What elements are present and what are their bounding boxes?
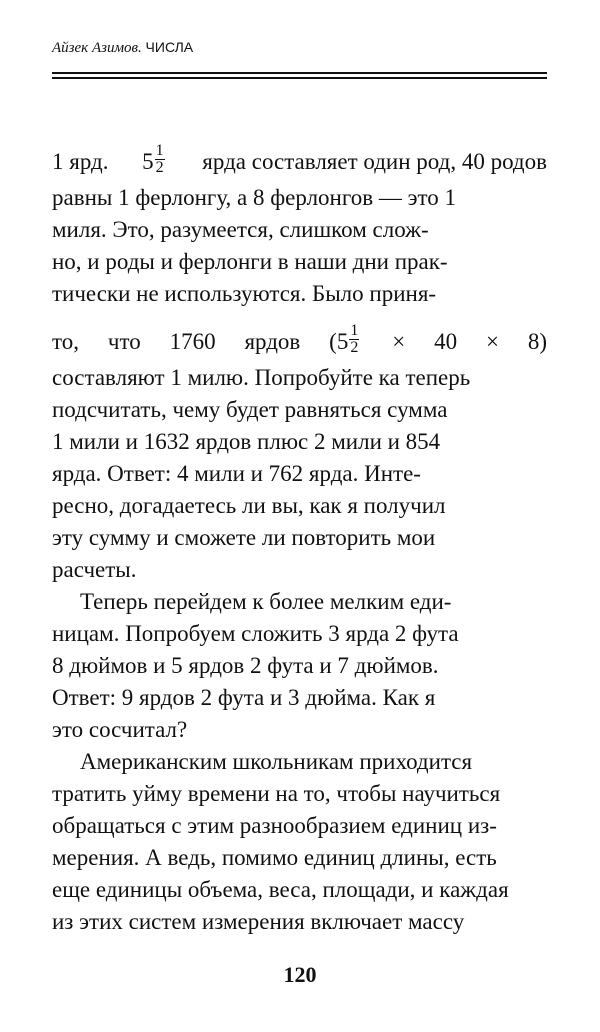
- fraction-numerator: 1: [350, 322, 359, 339]
- text-line: [52, 246, 547, 278]
- header-rule-bottom: [52, 77, 547, 79]
- text-line: [52, 906, 547, 938]
- line-text: еще единицы объема, веса, площади, и каждая: [52, 877, 509, 902]
- line-text: равны 1 ферлонгу, а 8 ферлонгов — это 1: [52, 185, 456, 210]
- page-body: [52, 130, 547, 938]
- line-text: ресно, догадаетесь ли вы, как я получил: [52, 493, 446, 518]
- line-text: подсчитать, чему будет равняться сумма: [52, 397, 448, 422]
- text-line: [52, 522, 547, 554]
- mixed-whole: 5: [336, 328, 349, 354]
- text-line: [52, 458, 547, 490]
- line-text: из этих систем измерения включает массу: [52, 909, 465, 934]
- text-line: [52, 490, 547, 522]
- text-line: [52, 842, 547, 874]
- line-text: составляют 1 милю. Попробуйте ка теперь: [52, 365, 471, 390]
- text-line: [52, 214, 547, 246]
- mixed-number: [329, 322, 363, 358]
- page-number: 120: [283, 962, 317, 987]
- text-line: [52, 714, 547, 746]
- text-line: [52, 586, 547, 618]
- line-text: ярда. Ответ: 4 мили и 762 ярда. Инте-: [52, 461, 421, 486]
- fraction-denominator: 2: [350, 339, 359, 356]
- text-word: 40: [434, 329, 458, 354]
- line-text: ницам. Попробуем сложить 3 ярда 2 фута: [52, 621, 459, 646]
- text-line: [52, 650, 547, 682]
- open-paren: (: [329, 328, 337, 354]
- multiply-sign: ×: [392, 329, 406, 354]
- running-header: [52, 38, 193, 57]
- fraction: [349, 323, 359, 356]
- line-text: расчеты.: [52, 557, 137, 582]
- line-text: миля. Это, разумеется, слишком слож-: [52, 217, 429, 242]
- text-line: [52, 810, 547, 842]
- text-line: [52, 618, 547, 650]
- text-word: ярдов: [244, 329, 301, 354]
- mixed-number: [142, 142, 169, 178]
- header-title: ЧИСЛА: [145, 39, 194, 55]
- line-text: мерения. А ведь, помимо единиц длины, есть: [52, 845, 497, 870]
- line-text: это сосчитал?: [52, 717, 188, 742]
- line-text: 1 мили и 1632 ярдов плюс 2 мили и 854: [52, 429, 441, 454]
- fraction-numerator: 1: [155, 142, 164, 159]
- line-text: но, и роды и ферлонги в наши дни прак-: [52, 249, 448, 274]
- text-line: [52, 746, 547, 778]
- text-fragment: ярда составляет один род, 40 родов: [202, 149, 547, 174]
- text-line: [52, 426, 547, 458]
- multiply-sign: ×: [485, 329, 499, 354]
- mixed-whole: 5: [142, 148, 154, 174]
- line-text: Ответ: 9 ярдов 2 фута и 3 дюйма. Как я: [52, 685, 436, 710]
- line-text: Американским школьникам приходится: [80, 749, 473, 774]
- text-line: [52, 394, 547, 426]
- line-text: Теперь перейдем к более мелким еди-: [80, 589, 452, 614]
- text-line: [52, 310, 547, 362]
- fraction-denominator: 2: [155, 159, 164, 176]
- line-text: тически не используются. Было приня-: [52, 281, 437, 306]
- line-text: обращаться с этим разнообразием единиц из-: [52, 813, 497, 838]
- header-rule-top: [52, 72, 547, 74]
- text-line: [52, 778, 547, 810]
- line-text: эту сумму и сможете ли повторить мои: [52, 525, 436, 550]
- line-text: тратить уйму времени на то, чтобы научиться: [52, 781, 501, 806]
- text-fragment: 1 ярд.: [52, 149, 109, 174]
- text-line: [52, 182, 547, 214]
- text-word: 1760: [169, 329, 216, 354]
- text-line: [52, 682, 547, 714]
- text-line: [52, 554, 547, 586]
- header-author: Айзек Азимов.: [52, 40, 142, 56]
- text-line: [52, 874, 547, 906]
- text-word: 8): [527, 329, 547, 354]
- text-line: [52, 278, 547, 310]
- fraction: [155, 143, 165, 176]
- text-line: [52, 130, 547, 182]
- text-line: [52, 362, 547, 394]
- text-word: что: [107, 329, 141, 354]
- line-text: 8 дюймов и 5 ярдов 2 фута и 7 дюймов.: [52, 653, 439, 678]
- text-word: то,: [52, 329, 79, 354]
